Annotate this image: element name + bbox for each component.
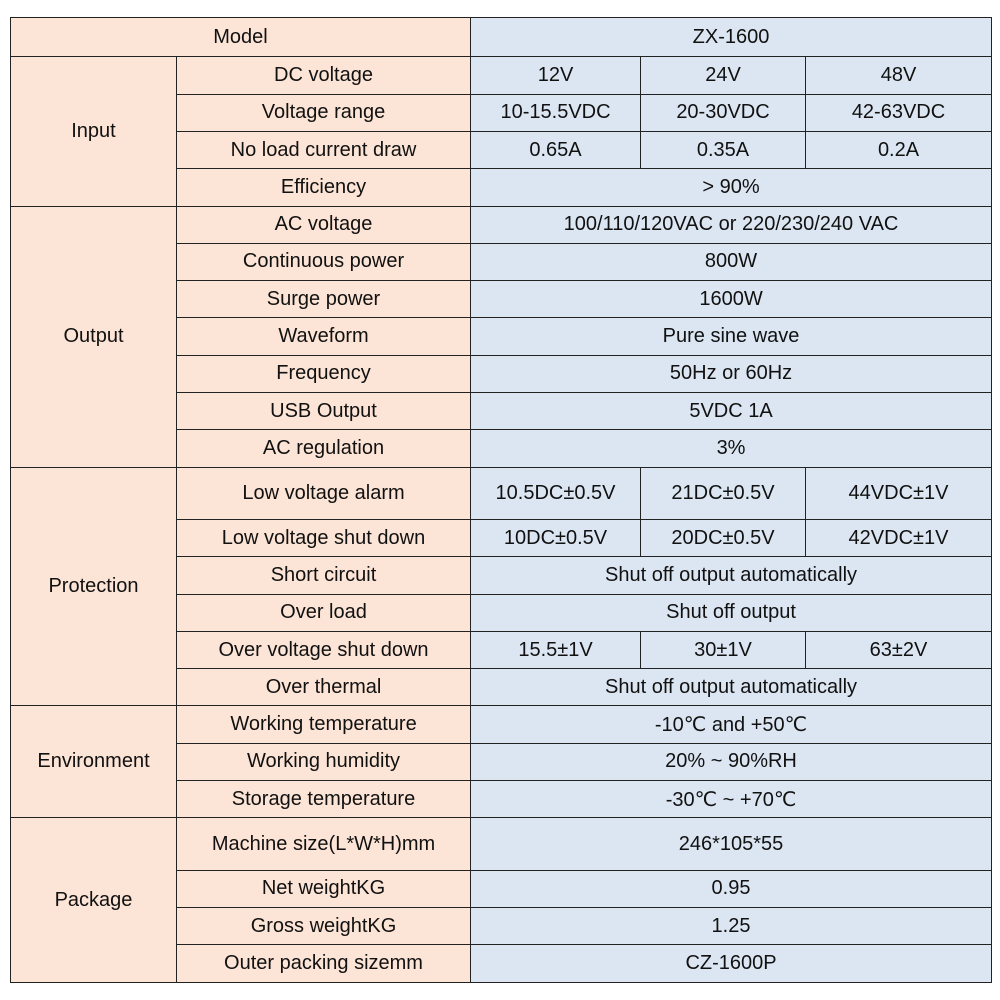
- table-row: [11, 57, 992, 94]
- row-label: Low voltage shut down: [177, 520, 471, 557]
- cell-12v: 15.5±1V: [471, 631, 641, 668]
- cell-48v: 44VDC±1V: [806, 467, 992, 519]
- row-label: Continuous power: [177, 243, 471, 280]
- cell-48v: 42-63VDC: [806, 94, 992, 131]
- cell-24v: 30±1V: [641, 631, 806, 668]
- cell-24v: 20DC±0.5V: [641, 520, 806, 557]
- row-label: Over load: [177, 594, 471, 631]
- cell-12v: 10.5DC±0.5V: [471, 467, 641, 519]
- row-value: 1.25: [471, 908, 992, 945]
- row-value: > 90%: [471, 169, 992, 206]
- section-protection: Protection: [11, 467, 177, 706]
- cell-24v: 0.35A: [641, 131, 806, 168]
- row-value: Shut off output automatically: [471, 557, 992, 594]
- cell-12v: 12V: [471, 57, 641, 94]
- table-row: [11, 706, 992, 743]
- cell-48v: 63±2V: [806, 631, 992, 668]
- cell-48v: 48V: [806, 57, 992, 94]
- row-label: No load current draw: [177, 131, 471, 168]
- section-package: Package: [11, 818, 177, 983]
- row-label: Waveform: [177, 318, 471, 355]
- row-label: Storage temperature: [177, 781, 471, 818]
- row-value: 0.95: [471, 870, 992, 907]
- table-row: [11, 206, 992, 243]
- row-label: Outer packing sizemm: [177, 945, 471, 983]
- row-label: AC regulation: [177, 430, 471, 467]
- row-label: DC voltage: [177, 57, 471, 94]
- cell-48v: 42VDC±1V: [806, 520, 992, 557]
- cell-12v: 10-15.5VDC: [471, 94, 641, 131]
- row-label: Efficiency: [177, 169, 471, 206]
- cell-12v: 10DC±0.5V: [471, 520, 641, 557]
- section-environment: Environment: [11, 706, 177, 818]
- cell-24v: 24V: [641, 57, 806, 94]
- spec-table: [10, 17, 992, 983]
- row-label: Low voltage alarm: [177, 467, 471, 519]
- table-row: [11, 818, 992, 870]
- cell-24v: 21DC±0.5V: [641, 467, 806, 519]
- row-value: 100/110/120VAC or 220/230/240 VAC: [471, 206, 992, 243]
- row-value: 800W: [471, 243, 992, 280]
- row-value: -30℃ ~ +70℃: [471, 781, 992, 818]
- section-input: Input: [11, 57, 177, 206]
- row-label: Gross weightKG: [177, 908, 471, 945]
- row-value: Shut off output: [471, 594, 992, 631]
- row-label: Voltage range: [177, 94, 471, 131]
- row-value: 246*105*55: [471, 818, 992, 870]
- row-label: Over voltage shut down: [177, 631, 471, 668]
- table-row: [11, 467, 992, 519]
- cell-12v: 0.65A: [471, 131, 641, 168]
- row-label: Short circuit: [177, 557, 471, 594]
- row-label: USB Output: [177, 392, 471, 429]
- model-value: ZX-1600: [471, 18, 992, 57]
- table-row: [11, 18, 992, 57]
- row-value: 50Hz or 60Hz: [471, 355, 992, 392]
- row-label: Working humidity: [177, 743, 471, 780]
- row-label: Machine size(L*W*H)mm: [177, 818, 471, 870]
- row-label: Over thermal: [177, 669, 471, 706]
- cell-48v: 0.2A: [806, 131, 992, 168]
- cell-24v: 20-30VDC: [641, 94, 806, 131]
- model-label: Model: [11, 18, 471, 57]
- section-output: Output: [11, 206, 177, 467]
- row-label: Net weightKG: [177, 870, 471, 907]
- row-value: Pure sine wave: [471, 318, 992, 355]
- row-label: Surge power: [177, 281, 471, 318]
- row-value: Shut off output automatically: [471, 669, 992, 706]
- row-label: Working temperature: [177, 706, 471, 743]
- row-value: 1600W: [471, 281, 992, 318]
- row-value: 5VDC 1A: [471, 392, 992, 429]
- row-value: -10℃ and +50℃: [471, 706, 992, 743]
- row-value: 20% ~ 90%RH: [471, 743, 992, 780]
- row-value: 3%: [471, 430, 992, 467]
- row-label: AC voltage: [177, 206, 471, 243]
- row-label: Frequency: [177, 355, 471, 392]
- row-value: CZ-1600P: [471, 945, 992, 983]
